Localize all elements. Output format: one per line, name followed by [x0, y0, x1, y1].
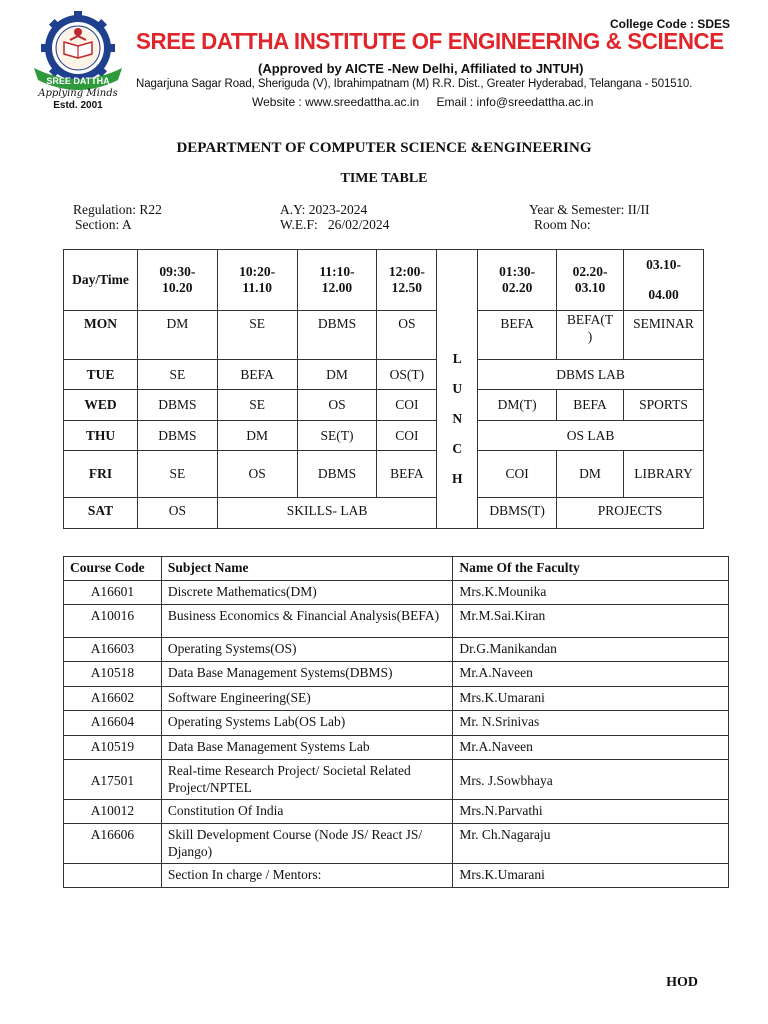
email-text[interactable]: Email : info@sreedattha.ac.in — [436, 95, 594, 109]
wef-text — [280, 217, 389, 233]
day-label: MON — [64, 311, 138, 360]
course-row — [64, 824, 729, 864]
section-incharge-row — [64, 864, 729, 888]
day-label: WED — [64, 390, 138, 421]
room-text: Room No: — [534, 217, 591, 232]
period-2-header: 10:20- 11.10 — [217, 250, 297, 311]
slot-cell: SE — [217, 390, 297, 421]
slot-cell: DBMS — [137, 421, 217, 451]
slot-cell: COI — [377, 390, 437, 421]
faculty-name-header: Name Of the Faculty — [453, 557, 729, 581]
slot-cell: BEFA — [217, 360, 297, 390]
subject-name: Software Engineering(SE) — [161, 687, 453, 711]
slot-cell: DM — [557, 451, 624, 498]
course-code-header: Course Code — [64, 557, 162, 581]
department-heading: DEPARTMENT OF COMPUTER SCIENCE &ENGINEERING — [176, 140, 592, 156]
period-1-header: 09:30- 10.20 — [137, 250, 217, 311]
institute-name: SREE DATTHA INSTITUTE OF ENGINEERING & SCIENCE — [136, 28, 724, 54]
slot-cell: DM — [217, 421, 297, 451]
slot-cell: OS(T) — [377, 360, 437, 390]
day-time-header: Day/Time — [64, 250, 138, 311]
slot-cell: DBMS(T) — [478, 498, 557, 529]
year-semester-text: Year & Semester: II/II — [529, 202, 650, 217]
course-row — [64, 605, 729, 638]
slot-cell: DBMS — [297, 451, 377, 498]
course-row — [64, 760, 729, 800]
address-line: Nagarjuna Sagar Road, Sheriguda (V), Ibrahimpatnam (M) R.R. Dist., Greater Hyderabad, Telangana - 501510. — [136, 78, 693, 90]
section-text: Section: A — [75, 217, 132, 232]
slot-cell: DM — [297, 360, 377, 390]
logo-estd: Estd. 2001 — [53, 100, 103, 111]
subject-name: Data Base Management Systems(DBMS) — [161, 662, 453, 687]
website-text[interactable]: Website : www.sreedattha.ac.in — [252, 95, 420, 109]
period-5-header: 01:30- 02.20 — [478, 250, 557, 311]
timetable-row-thu — [64, 421, 704, 451]
slot-cell: SE — [137, 360, 217, 390]
course-code: A16606 — [64, 824, 162, 864]
subject-name: Constitution Of India — [161, 800, 453, 824]
logo-tagline: Applying Minds — [38, 88, 118, 99]
logo-banner-text: SREE DATTHA — [46, 76, 110, 86]
faculty-name: Mr. Ch.Nagaraju — [453, 824, 729, 864]
slot-cell: OS — [137, 498, 217, 529]
period-4-header: 12:00- 12.50 — [377, 250, 437, 311]
day-label: TUE — [64, 360, 138, 390]
course-code: A10016 — [64, 605, 162, 638]
slot-cell: SE(T) — [297, 421, 377, 451]
faculty-name: Mrs. J.Sowbhaya — [453, 760, 729, 800]
slot-cell: COI — [478, 451, 557, 498]
course-code: A10519 — [64, 736, 162, 760]
slot-cell: DM(T) — [478, 390, 557, 421]
course-code: A17501 — [64, 760, 162, 800]
approval-line: (Approved by AICTE -New Delhi, Affiliated to JNTUH) — [258, 61, 584, 76]
subject-name-text: Business Economics & Financial Analysis(BEFA) — [167, 608, 440, 623]
timetable-row-tue — [64, 360, 704, 390]
section-incharge-label: Section In charge / Mentors: — [161, 864, 453, 888]
course-code — [64, 864, 162, 888]
day-label: THU — [64, 421, 138, 451]
timetable-header-row — [64, 250, 704, 311]
faculty-name: Mr.M.Sai.Kiran — [453, 605, 729, 638]
day-label: SAT — [64, 498, 138, 529]
course-row — [64, 687, 729, 711]
course-code: A16604 — [64, 711, 162, 736]
period-7-header: 03.10- 04.00 — [624, 250, 704, 311]
slot-cell: OS — [377, 311, 437, 360]
college-logo — [26, 8, 130, 112]
faculty-name: Mrs.K.Mounika — [453, 581, 729, 605]
lab-cell: OS LAB — [478, 421, 704, 451]
slot-cell: DBMS — [297, 311, 377, 360]
timetable-title: TIME TABLE — [340, 171, 428, 186]
course-row — [64, 638, 729, 662]
wef-label: W.E.F: — [280, 217, 318, 232]
course-code: A16603 — [64, 638, 162, 662]
lunch-letter: L — [452, 351, 462, 366]
lab-cell: DBMS LAB — [478, 360, 704, 390]
college-code: College Code : SDES — [609, 17, 730, 31]
lunch-letter: H — [451, 471, 463, 486]
slot-cell: BEFA — [377, 451, 437, 498]
hod-signature-label: HOD — [666, 975, 698, 990]
timetable-row-mon — [64, 311, 704, 360]
course-row — [64, 662, 729, 687]
slot-cell: SE — [137, 451, 217, 498]
wef-value: 26/02/2024 — [327, 217, 390, 232]
faculty-name: Mrs.K.Umarani — [453, 687, 729, 711]
faculty-name: Mrs.N.Parvathi — [453, 800, 729, 824]
faculty-name: Mr. N.Srinivas — [453, 711, 729, 736]
lunch-letter: U — [452, 381, 463, 396]
slot-cell: BEFA(T ) — [557, 311, 624, 360]
timetable-row-sat — [64, 498, 704, 529]
course-row — [64, 736, 729, 760]
slot-cell: COI — [377, 421, 437, 451]
course-row — [64, 800, 729, 824]
subject-name: Operating Systems(OS) — [161, 638, 453, 662]
slot-cell: BEFA — [478, 311, 557, 360]
course-header-row — [64, 557, 729, 581]
academic-year-text: A.Y: 2023-2024 — [280, 202, 368, 217]
slot-cell: LIBRARY — [624, 451, 704, 498]
slot-cell: SEMINAR — [624, 311, 704, 360]
slot-cell: BEFA — [557, 390, 624, 421]
timetable — [63, 249, 704, 529]
period-6-header: 02.20- 03.10 — [557, 250, 624, 311]
regulation-text: Regulation: R22 — [73, 202, 162, 217]
projects-cell: PROJECTS — [557, 498, 704, 529]
faculty-name: Dr.G.Manikandan — [453, 638, 729, 662]
day-label: FRI — [64, 451, 138, 498]
period-3-header: 11:10- 12.00 — [297, 250, 377, 311]
subject-name: Real-time Research Project/ Societal Related Project/NPTEL — [161, 760, 453, 800]
course-code: A16601 — [64, 581, 162, 605]
skills-lab-cell: SKILLS- LAB — [217, 498, 437, 529]
lunch-letter: N — [452, 411, 463, 426]
timetable-row-wed — [64, 390, 704, 421]
slot-cell: DBMS — [137, 390, 217, 421]
subject-name: Discrete Mathematics(DM) — [161, 581, 453, 605]
subject-name-header: Subject Name — [161, 557, 453, 581]
course-row — [64, 711, 729, 736]
course-table — [63, 556, 729, 888]
subject-name: Data Base Management Systems Lab — [161, 736, 453, 760]
slot-cell: OS — [217, 451, 297, 498]
slot-cell: OS — [297, 390, 377, 421]
slot-cell: DM — [137, 311, 217, 360]
course-code: A16602 — [64, 687, 162, 711]
slot-cell: SPORTS — [624, 390, 704, 421]
faculty-name: Mr.A.Naveen — [453, 736, 729, 760]
subject-name: Skill Development Course (Node JS/ React JS/ Django) — [161, 824, 453, 864]
faculty-name: Mr.A.Naveen — [453, 662, 729, 687]
lunch-letter: C — [452, 441, 463, 456]
course-code: A10518 — [64, 662, 162, 687]
section-incharge-name: Mrs.K.Umarani — [453, 864, 729, 888]
subject-name — [161, 605, 453, 638]
subject-name: Operating Systems Lab(OS Lab) — [161, 711, 453, 736]
slot-cell: SE — [217, 311, 297, 360]
lunch-column — [437, 250, 478, 529]
timetable-row-fri — [64, 451, 704, 498]
course-code: A10012 — [64, 800, 162, 824]
contact-line — [252, 95, 607, 109]
course-row — [64, 581, 729, 605]
